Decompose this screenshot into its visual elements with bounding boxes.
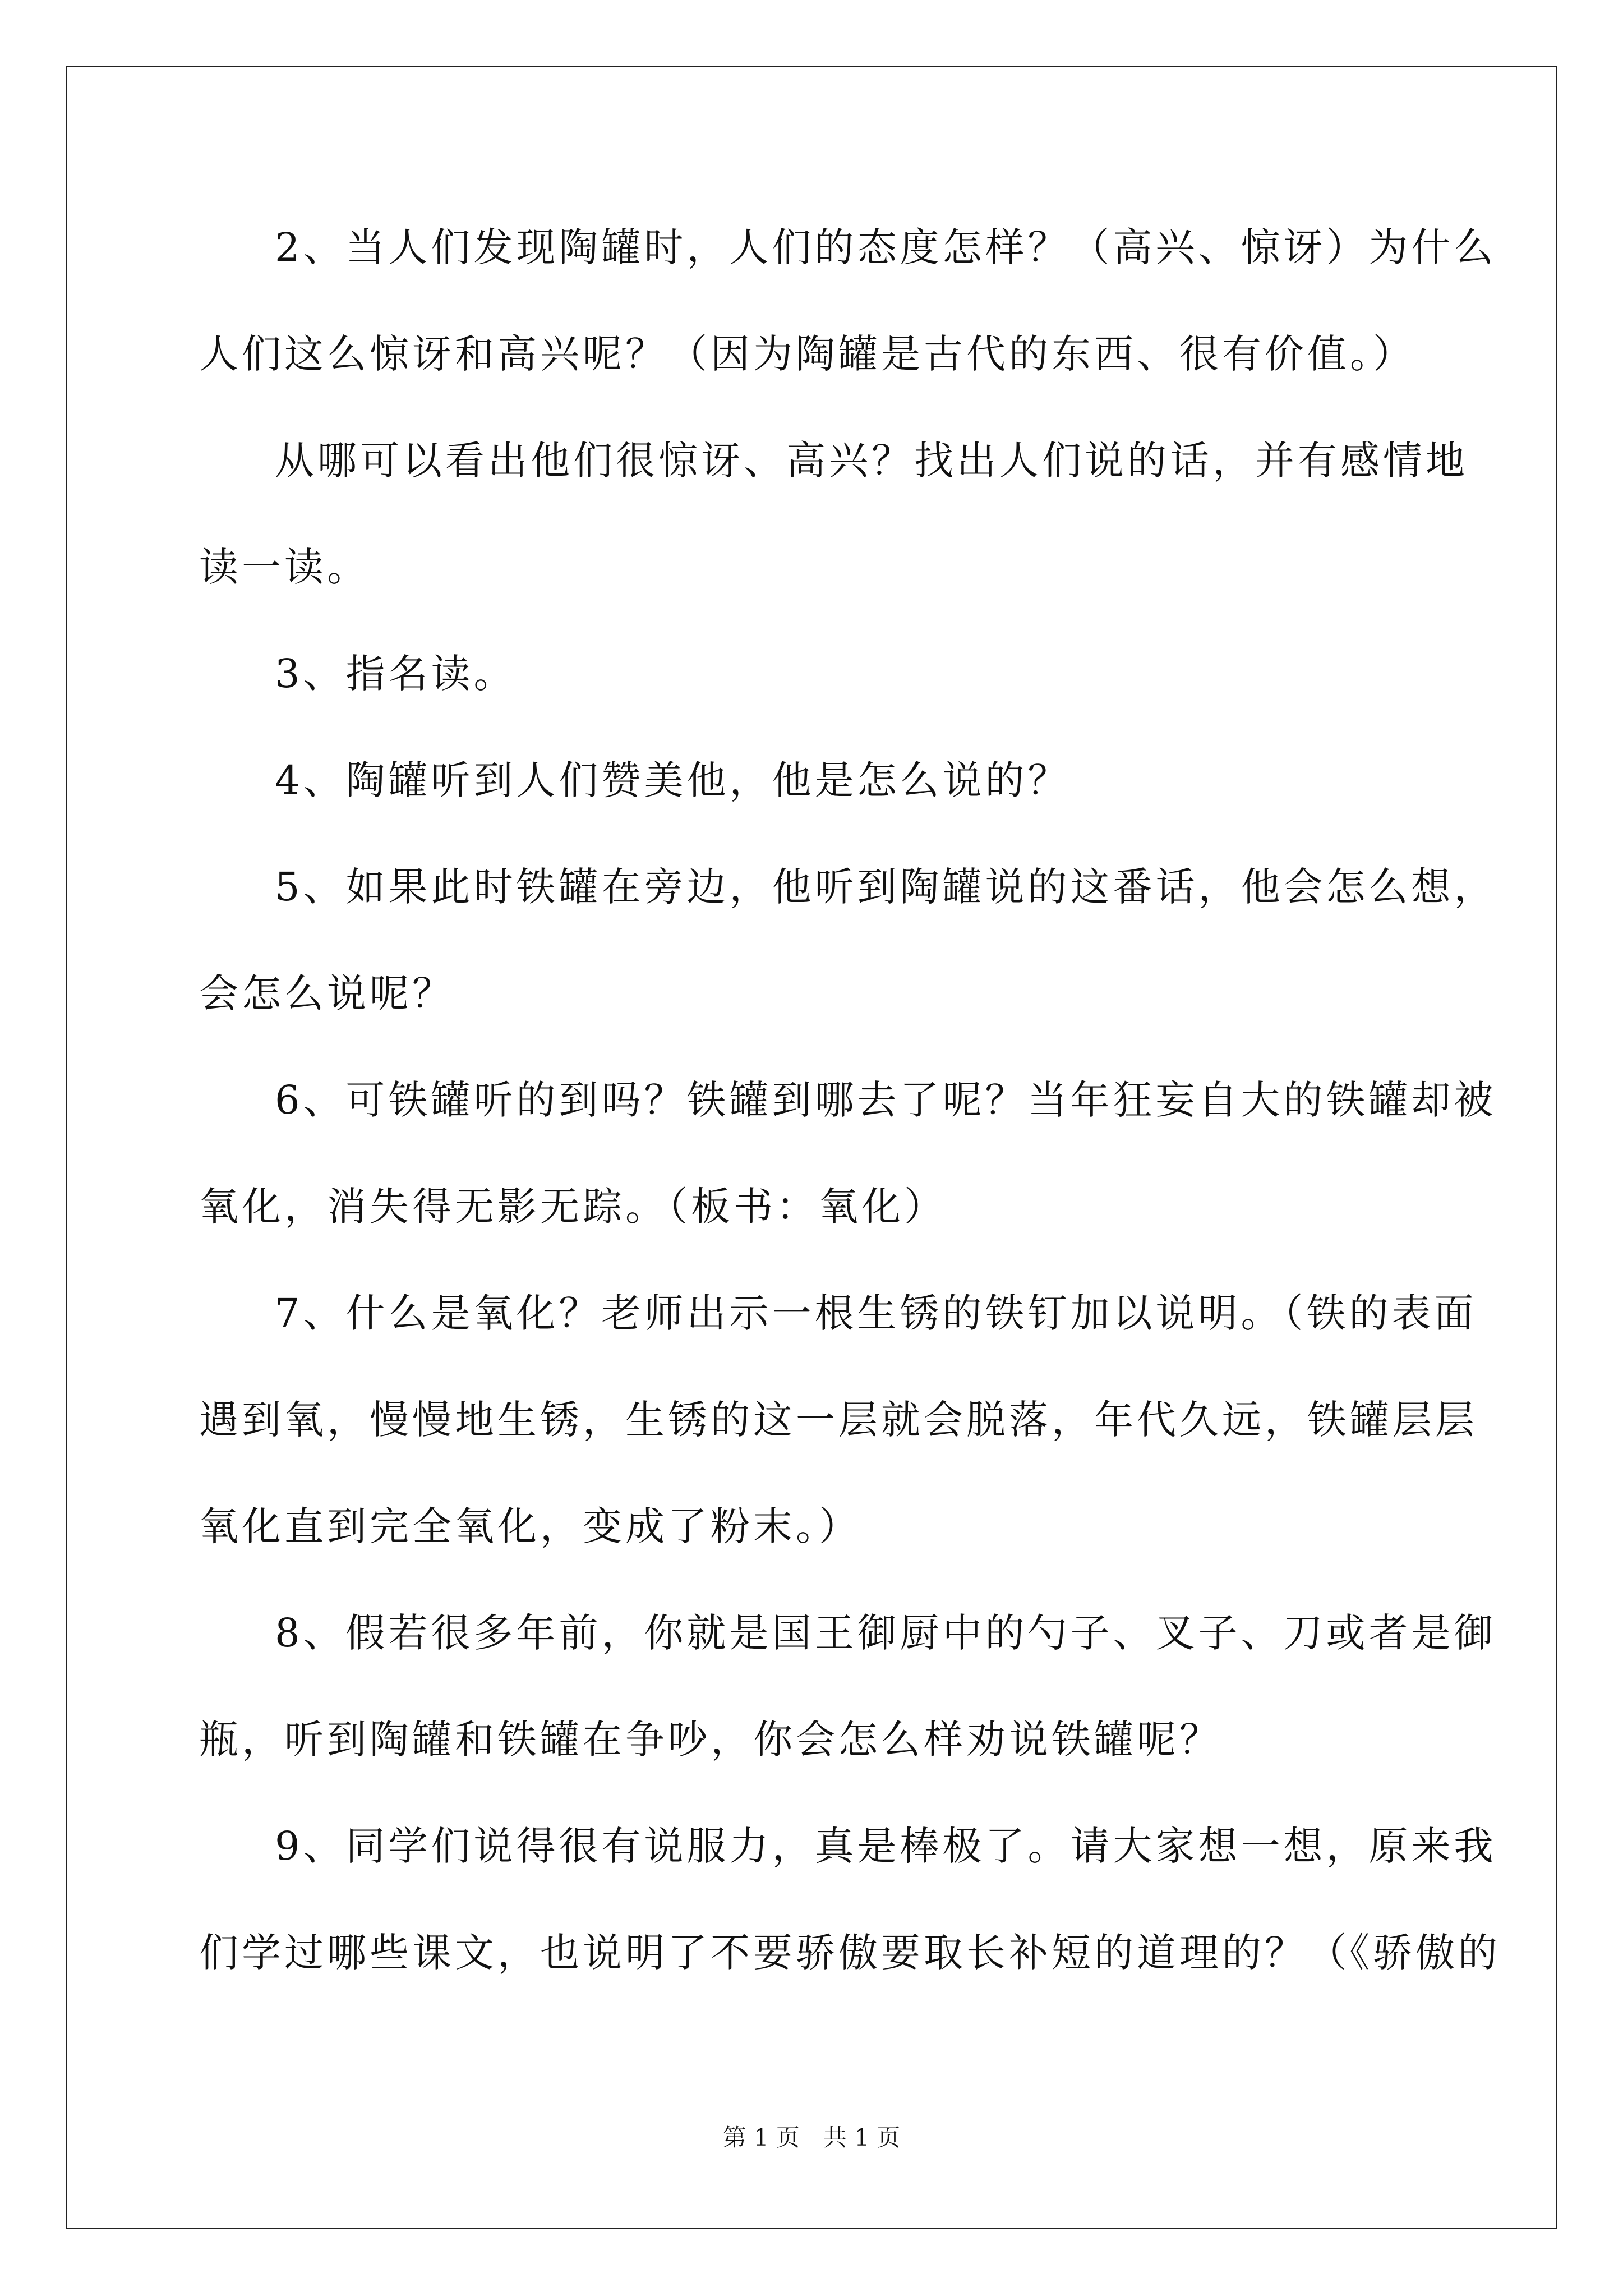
paragraph-line: 3、指名读。 <box>275 651 517 697</box>
paragraph-line: 5、如果此时铁罐在旁边，他听到陶罐说的这番话，他会怎么想， <box>275 864 1497 910</box>
paragraph-line: 氧化直到完全氧化，变成了粉末。） <box>199 1503 861 1549</box>
paragraph-line: 遇到氧，慢慢地生锈，生锈的这一层就会脱落，年代久远，铁罐层层 <box>199 1397 1478 1443</box>
paragraph-line: 9、同学们说得很有说服力，真是棒极了。请大家想一想，原来我 <box>275 1823 1497 1869</box>
paragraph-line: 4、陶罐听到人们赞美他，他是怎么说的？ <box>275 757 1071 803</box>
paragraph-line: 会怎么说呢？ <box>199 970 455 1016</box>
page-number-footer: 第 1 页 共 1 页 <box>722 2124 901 2151</box>
paragraph-line: 人们这么惊讶和高兴呢？（因为陶罐是古代的东西、很有价值。） <box>199 331 1415 377</box>
paragraph-line: 6、可铁罐听的到吗？铁罐到哪去了呢？当年狂妄自大的铁罐却被 <box>275 1077 1497 1123</box>
paragraph-line: 瓶，听到陶罐和铁罐在争吵，你会怎么样劝说铁罐呢？ <box>199 1717 1222 1763</box>
paragraph-line: 们学过哪些课文，也说明了不要骄傲要取长补短的道理的？（《骄傲的 <box>199 1930 1501 1976</box>
paragraph-line: 7、什么是氧化？老师出示一根生锈的铁钉加以说明。（铁的表面 <box>275 1290 1477 1336</box>
paragraph-line: 氧化，消失得无影无踪。（板书：氧化） <box>199 1184 947 1230</box>
paragraph-line: 8、假若很多年前，你就是国王御厨中的勺子、叉子、刀或者是御 <box>275 1610 1497 1656</box>
page-border <box>66 66 1557 2229</box>
paragraph-line: 从哪可以看出他们很惊讶、高兴？找出人们说的话，并有感情地 <box>275 438 1468 484</box>
paragraph-line: 读一读。 <box>199 544 370 590</box>
paragraph-line: 2、当人们发现陶罐时，人们的态度怎样？（高兴、惊讶）为什么 <box>275 224 1497 270</box>
